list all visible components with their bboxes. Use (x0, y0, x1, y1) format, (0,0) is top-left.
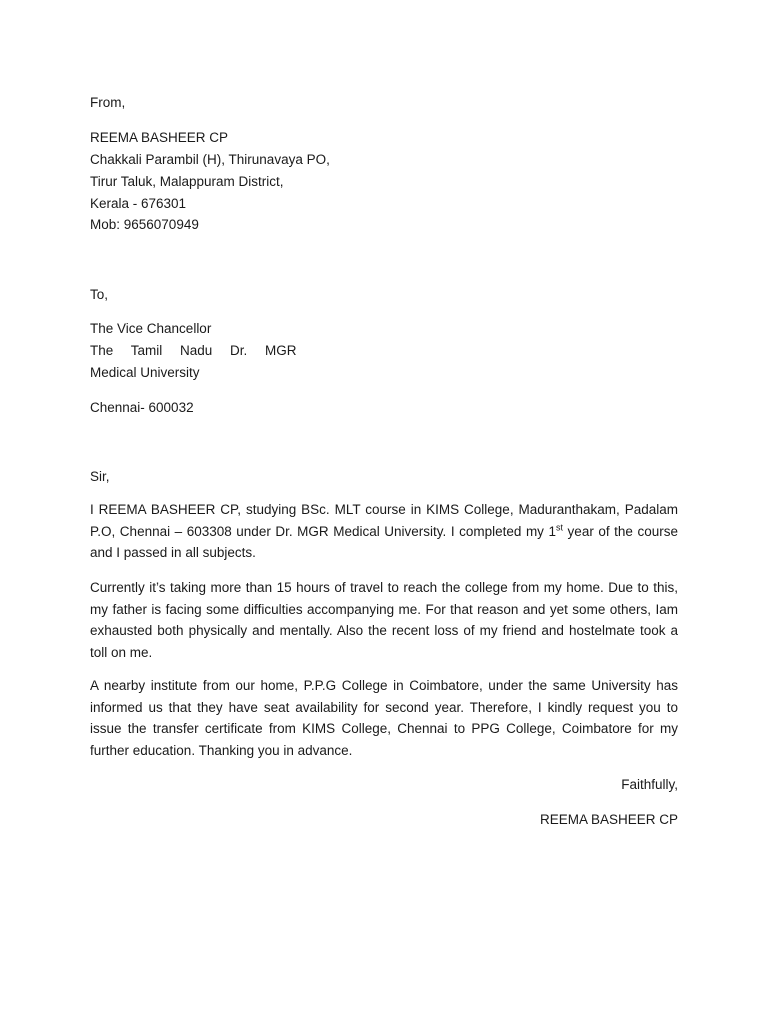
sender-address-line2: Tirur Taluk, Malappuram District, (90, 174, 284, 189)
recipient-org-line1: The Tamil Nadu Dr. MGR (90, 343, 297, 358)
closing: Faithfully, (621, 777, 678, 792)
to-heading: To, (90, 287, 109, 302)
signature-name: REEMA BASHEER CP (539, 812, 678, 827)
from-heading: From, (90, 95, 126, 110)
sender-mobile: Mob: 9656070949 (90, 217, 199, 232)
sender-address-line3: Kerala - 676301 (90, 196, 187, 211)
recipient-org-line2: Medical University (90, 365, 200, 380)
recipient-city: Chennai- 600032 (90, 400, 194, 415)
sender-name: REEMA BASHEER CP (90, 130, 229, 145)
body-paragraph-3: A nearby institute from our home, P.P.G College in Coimbatore, under the same University has informed us that they have seat availability for second year. Therefore, I kindly request you to issue the transfer certificate from KIMS College, Chennai to PPG College, Coimbatore for my further education. Thanking you in advance. (90, 678, 678, 759)
recipient-title: The Vice Chancellor (90, 321, 212, 336)
paragraph-1-text-a: I REEMA BASHEER CP, studying BSc. MLT course in KIMS College, Maduranthakam, Padalam P.O, Chennai – 603308 under Dr. MGR Medical University. I completed my 1 (90, 502, 678, 539)
paragraph-1-text-b: year of the course and I passed in all subjects. (90, 523, 679, 561)
body-paragraph-1 (90, 499, 678, 564)
body-paragraph-2: Currently it’s taking more than 15 hours of travel to reach the college from my home. Due to this, my father is facing some difficulties accompanying me. For that reason and yet some others, Iam exhausted both physically and mentally. Also the recent loss of my friend and hostelmate took a toll on me. (90, 580, 678, 661)
salutation: Sir, (90, 469, 110, 484)
sender-address-line1: Chakkali Parambil (H), Thirunavaya PO, (90, 152, 330, 167)
ordinal-superscript: st (556, 522, 564, 533)
